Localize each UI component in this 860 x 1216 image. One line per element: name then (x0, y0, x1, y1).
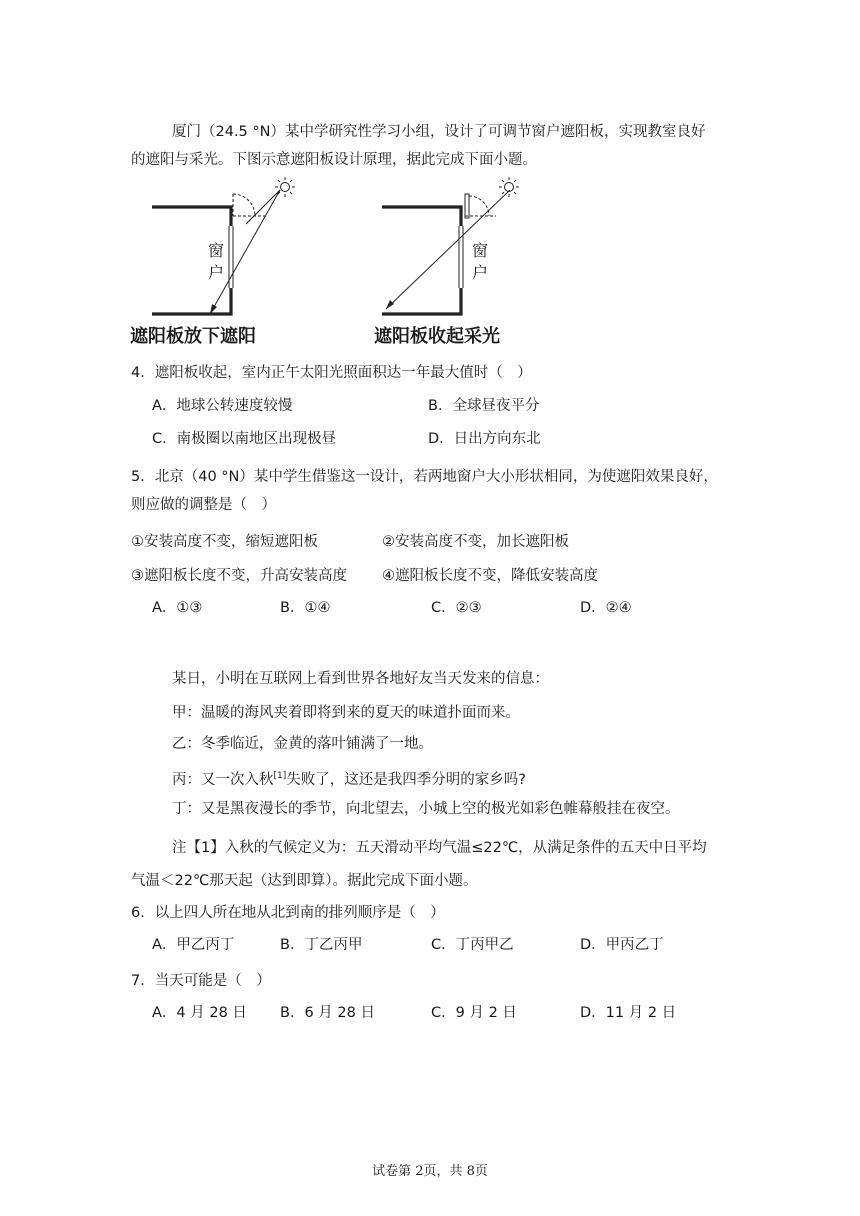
q5-choice-2: ②安装高度不变，加长遮阳板 (382, 534, 569, 550)
q5-choice-4: ④遮阳板长度不变，降低安装高度 (382, 568, 598, 584)
q4-option-b: B．全球昼夜平分 (428, 398, 540, 414)
message-bing (172, 766, 526, 790)
q5-choice-1: ①安装高度不变，缩短遮阳板 (131, 534, 318, 550)
q4-option-c: C．南极圈以南地区出现极昼 (152, 431, 337, 447)
left-window-char-2: 户 (208, 263, 225, 282)
q5-choice-3: ③遮阳板长度不变，升高安装高度 (131, 568, 347, 584)
message-jia: 甲：温暖的海风夹着即将到来的夏天的味道扑面而来。 (172, 705, 520, 721)
left-sun-icon (275, 177, 295, 197)
page-footer: 试卷第 2页，共 8页 (372, 1164, 488, 1179)
q6-option-c: C．丁丙甲乙 (431, 937, 514, 953)
q4-option-a: A．地球公转速度较慢 (152, 398, 293, 414)
q7-option-a: A．4 月 28 日 (152, 1005, 247, 1021)
message-bing-text: 丙：又一次入秋 (172, 771, 274, 788)
note-line-1: 注【1】入秋的气候定义为：五天滑动平均气温≤22℃，从满足条件的五天中日平均 (172, 840, 707, 856)
footnote-marker: [1] (273, 771, 287, 781)
q5-option-b: B．①④ (280, 600, 331, 616)
q5-option-a: A．①③ (152, 600, 203, 616)
right-caption: 遮阳板收起采光 (374, 326, 500, 347)
q5-option-c: C．②③ (431, 600, 482, 616)
note-line-2: 气温＜22℃那天起（达到即算）。据此完成下面小题。 (131, 873, 478, 889)
q7-option-d: D．11 月 2 日 (580, 1005, 677, 1021)
q6-option-a: A．甲乙丙丁 (152, 937, 235, 953)
right-window-char-1: 窗 (472, 241, 489, 260)
q4-stem: 4．遮阳板收起，室内正午太阳光照面积达一年最大值时（ ） (131, 365, 532, 381)
q7-option-c: C．9 月 2 日 (431, 1005, 517, 1021)
intro-line-2: 的遮阳与采光。下图示意遮阳板设计原理，据此完成下面小题。 (131, 152, 537, 168)
q4-option-d: D．日出方向东北 (428, 431, 541, 447)
left-window-char-1: 窗 (208, 241, 225, 260)
q5-option-d: D．②④ (580, 600, 632, 616)
right-sun-icon (499, 177, 519, 197)
message-ding: 丁：又是黑夜漫长的季节，向北望去，小城上空的极光如彩色帷幕般挂在夜空。 (172, 801, 680, 817)
q5-stem-line-2: 则应做的调整是（ ） (131, 497, 276, 513)
message-yi: 乙：冬季临近，金黄的落叶铺满了一地。 (172, 736, 433, 752)
q7-option-b: B．6 月 28 日 (280, 1005, 375, 1021)
right-window-char-2: 户 (472, 263, 489, 282)
intro-line-1: 厦门（24.5 °N）某中学研究性学习小组，设计了可调节窗户遮阳板，实现教室良好 (172, 124, 706, 140)
q7-stem: 7．当天可能是（ ） (131, 973, 271, 989)
sunshade-diagram (128, 176, 528, 348)
right-panel-drawing (382, 190, 510, 314)
q6-option-d: D．甲丙乙丁 (580, 937, 664, 953)
q5-stem-line-1: 5．北京（40 °N）某中学生借鉴这一设计，若两地窗户大小形状相同，为使遮阳效果良好， (131, 469, 718, 485)
q6-option-b: B．丁乙丙甲 (280, 937, 363, 953)
q6-stem: 6．以上四人所在地从北到南的排列顺序是（ ） (131, 905, 445, 921)
intro2-lead: 某日，小明在互联网上看到世界各地好友当天发来的信息： (172, 671, 549, 687)
left-caption: 遮阳板放下遮阳 (130, 326, 256, 347)
message-bing-end: 失败了，这还是我四季分明的家乡吗? (286, 771, 526, 788)
